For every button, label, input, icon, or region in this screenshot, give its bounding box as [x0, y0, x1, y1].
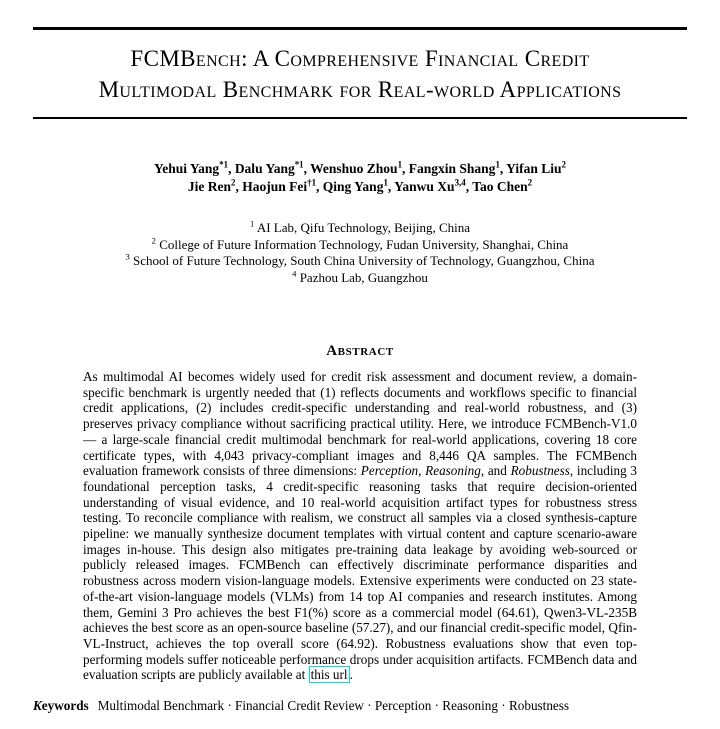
author-superscript: 2: [527, 177, 533, 188]
author-superscript: 1: [383, 177, 388, 188]
abstract-segment: , and: [480, 463, 511, 479]
author-superscript: 1: [397, 159, 403, 170]
keywords-list: Multimodal Benchmark · Financial Credit Review · Perception · Reasoning · Robustness: [97, 698, 570, 714]
keywords-line: [33, 697, 687, 714]
author-superscript: *1: [219, 159, 229, 170]
author-superscript: 2: [231, 177, 236, 188]
author-list: [33, 160, 687, 196]
paper-title-line-2: Multimodal Benchmark for Real-world Applications: [98, 76, 622, 102]
abstract-italic-robustness: Robustness: [510, 463, 570, 479]
affiliation-line: $^1$ AI Lab, Qifu Technology, Beijing, China: [249, 218, 471, 235]
affiliation-superscript: 3: [125, 251, 130, 262]
affiliation-superscript: 4: [292, 268, 297, 279]
author-superscript: †1: [307, 177, 317, 188]
keywords-label: Keywords: [33, 698, 89, 714]
affiliation-line: $^2$ College of Future Information Technology, Fudan University, Shanghai, China: [151, 235, 569, 252]
this-url-link[interactable]: this url: [310, 667, 348, 683]
title-rule-bottom: [33, 117, 687, 120]
abstract-italic-reasoning: Reasoning: [425, 463, 481, 479]
affiliation-line: $^3$ School of Future Technology, South China University of Technology, Guangzhou, China: [125, 251, 595, 268]
author-superscript: 2: [561, 159, 566, 170]
abstract-segment: .: [349, 667, 353, 683]
affiliation-line: $^4$ Pazhou Lab, Guangzhou: [292, 268, 428, 285]
author-superscript: 1: [495, 159, 500, 170]
affiliation-superscript: 2: [151, 235, 156, 246]
abstract-segment: , including 3 foundational perception tasks, 4 credit-specific reasoning tasks that require decision-oriented understanding of visual evidence, and 10 real-world acquisition artifact types for robustness stress testing. To reconcile compliance with realism, we construct all samples via a closed synthesis-capture pipeline: we manually synthesize document templates with virtual content and capture scenario-aware images in-house. This design also mitigates pre-training data leakage by avoiding web-sourced or publicly released images. FCMBench can effectively discriminate performance disparities and robustness across modern vision-language models. Extensive experiments were conducted on 23 state-of-the-art vision-language models (VLMs) from 14 top AI companies and research institutes. Among them, Gemini 3 Pro achieves the best F1(%) score as a commercial model (64.61), Qwen3-VL-235B achieves the best score as an open-source baseline (57.27), and our financial credit-specific model, Qfin-VL-Instruct, achieves the top overall score (64.92). Robustness evaluations show that even top-performing models suffer noticeable performance drops under acquisition artifacts. FCMBench data and evaluation scripts are publicly available at: [83, 463, 638, 683]
paper-title: [33, 30, 687, 117]
paper-title-line-1: FCMBench: A Comprehensive Financial Credit: [130, 45, 590, 71]
author-line-2: Jie Ren$^2$, Haojun Fei$^{\dagger 1}$, Qing Yang$^1$, Yanwu Xu$^{3,4}$, Tao Chen$^2$: [187, 177, 533, 194]
affiliation-list: [33, 220, 687, 286]
affiliation-superscript: 1: [249, 218, 255, 229]
abstract-heading: Abstract: [326, 343, 394, 359]
author-superscript: *1: [294, 159, 304, 170]
abstract-segment: ,: [418, 463, 426, 479]
abstract-text: [83, 369, 637, 683]
author-line-1: Yehui Yang$^{*1}$, Dalu Yang$^{*1}$, Wenshuo Zhou$^1$, Fangxin Shang$^1$, Yifan Liu$^2$: [154, 159, 566, 176]
abstract-segment: As multimodal AI becomes widely used for credit risk assessment and document review, a domain-specific benchmark is urgently needed that (1) reflects documents and workflows specific to financial credit applications, (2) includes credit-specific understanding and real-world robustness, and (3) preserves privacy compliance without sacrificing practical utility. Here, we introduce FCMBench-V1.0 — a large-scale financial credit multimodal benchmark for real-world applications, covering 18 core certificate types, with 4,043 privacy-compliant images and 8,446 QA samples. The FCMBench evaluation framework consists of three dimensions:: [83, 369, 637, 479]
author-superscript: 3,4: [454, 177, 466, 188]
abstract-italic-perception: Perception: [360, 463, 419, 479]
